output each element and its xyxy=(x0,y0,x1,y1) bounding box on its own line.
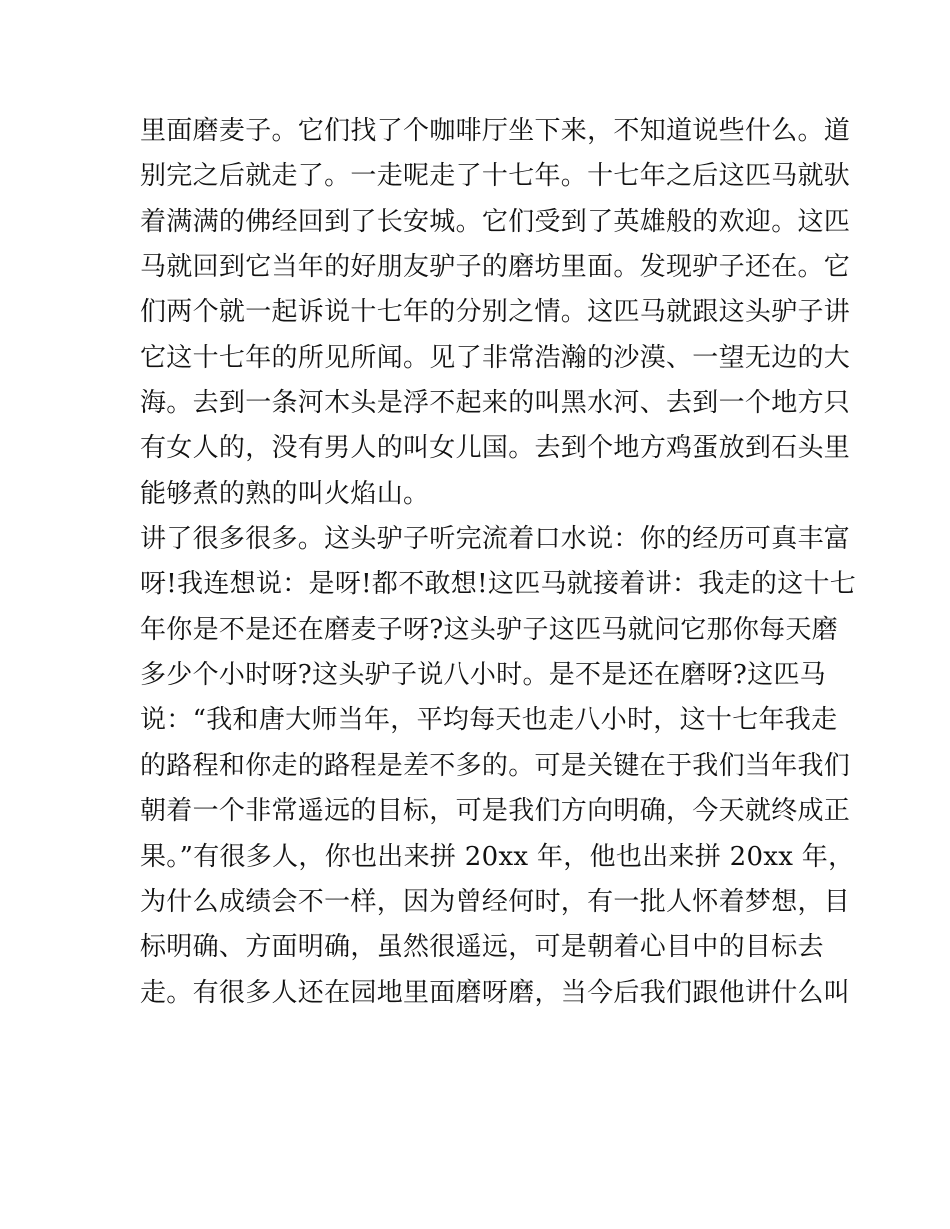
body-text xyxy=(140,109,857,1016)
text-line: 多少个小时呀?这头驴子说八小时。是不是还在磨呀?这匹马 xyxy=(140,660,826,691)
text-line: 标明确、方面明确，虽然很遥远，可是朝着心目中的目标去 xyxy=(140,932,824,963)
text-line: 呀!我连想说：是呀!都不敢想!这匹马就接着讲：我走的这十七 xyxy=(140,569,857,600)
text-line: 果。”有很多人，你也出来拼 20xx 年，他也出来拼 20xx 年， xyxy=(140,841,855,872)
text-line: 里面磨麦子。它们找了个咖啡厅坐下来，不知道说些什么。道 xyxy=(140,116,851,146)
text-line: 海。去到一条河木头是浮不起来的叫黑水河、去到一个地方只 xyxy=(140,388,851,419)
text-line: 说：“我和唐大师当年，平均每天也走八小时，这十七年我走 xyxy=(140,705,838,736)
text-line: 走。有很多人还在园地里面磨呀磨，当今后我们跟他讲什么叫 xyxy=(140,977,851,1008)
text-line: 能够煮的熟的叫火焰山。 xyxy=(140,478,430,509)
text-line: 它这十七年的所见所闻。见了非常浩瀚的沙漠、一望无边的大 xyxy=(140,342,851,373)
text-line: 别完之后就走了。一走呢走了十七年。十七年之后这匹马就驮 xyxy=(140,161,851,192)
text-line: 朝着一个非常遥远的目标，可是我们方向明确，今天就终成正 xyxy=(140,796,851,827)
text-line: 有女人的，没有男人的叫女儿国。去到个地方鸡蛋放到石头里 xyxy=(140,433,851,464)
text-line: 为什么成绩会不一样，因为曾经何时，有一批人怀着梦想，目 xyxy=(140,886,851,917)
text-line: 年你是不是还在磨麦子呀?这头驴子这匹马就问它那你每天磨 xyxy=(140,614,839,645)
text-line: 的路程和你走的路程是差不多的。可是关键在于我们当年我们 xyxy=(140,750,851,781)
text-line: 讲了很多很多。这头驴子听完流着口水说：你的经历可真丰富 xyxy=(140,524,851,555)
text-line: 马就回到它当年的好朋友驴子的磨坊里面。发现驴子还在。它 xyxy=(140,252,851,283)
text-line: 着满满的佛经回到了长安城。它们受到了英雄般的欢迎。这匹 xyxy=(140,206,851,237)
text-line: 们两个就一起诉说十七年的分别之情。这匹马就跟这头驴子讲 xyxy=(140,297,851,328)
